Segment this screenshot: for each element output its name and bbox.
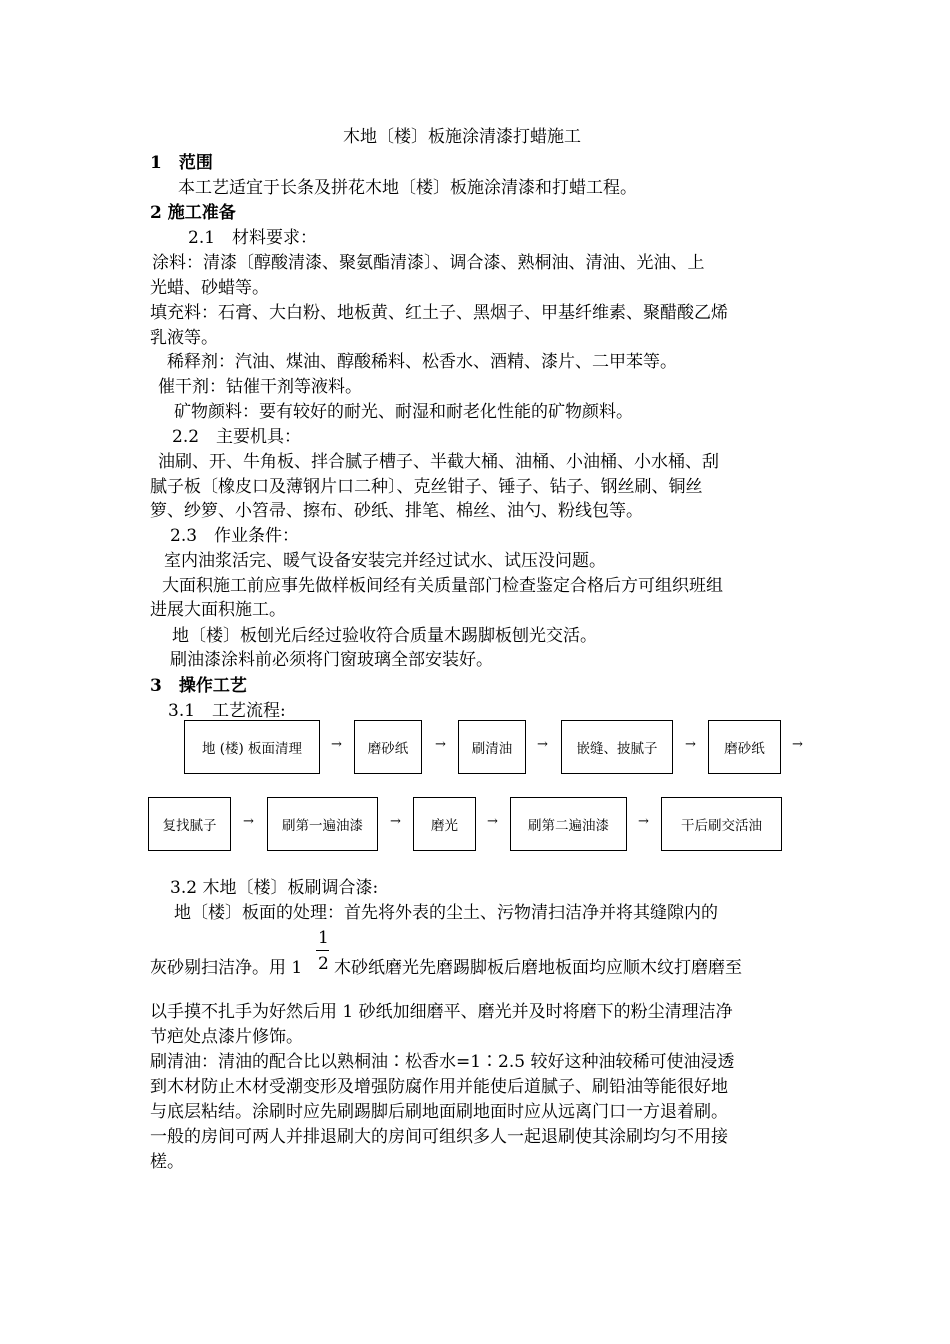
flow-step-sanding-2: 磨砂纸: [708, 720, 781, 774]
flow-arrow: →: [685, 737, 696, 752]
condition-line-4: 刷油漆涂料前必须将门窗玻璃全部安装好。: [170, 650, 493, 670]
flow-arrow: →: [435, 737, 446, 752]
fraction-numerator: 1: [318, 928, 329, 948]
document-title: 木地〔楼〕板施涂清漆打蜡施工: [343, 127, 581, 147]
fraction-denominator: 2: [318, 954, 329, 974]
subsection-2-2-heading: 2.2 主要机具：: [172, 427, 302, 447]
section-1-heading: 1 范围: [150, 153, 213, 173]
flow-arrow: →: [243, 814, 254, 829]
flow-step-re-putty: 复找腻子: [148, 797, 231, 851]
filler-line-2: 乳液等。: [150, 328, 218, 348]
flow-arrow: →: [638, 814, 649, 829]
condition-line-3: 地〔楼〕板刨光后经过验收符合质量木踢脚板刨光交活。: [172, 626, 597, 646]
flow-arrow: →: [537, 737, 548, 752]
flow-step-polishing: 磨光: [413, 797, 476, 851]
fraction-bar: [316, 950, 329, 951]
flow-step-floor-cleaning: 地 (楼) 板面清理: [184, 720, 320, 774]
section-3-2-line-3: 以手摸不扎手为好然后用 1 砂纸加细磨平、磨光并及时将磨下的粉尘清理洁净: [150, 1002, 733, 1022]
section-3-2-line-4: 节疤处点漆片修饰。: [150, 1027, 303, 1047]
subsection-2-1-heading: 2.1 材料要求：: [188, 228, 318, 248]
section-2-heading: 2 施工准备: [150, 203, 236, 223]
flow-arrow: →: [390, 814, 401, 829]
section-3-2-line-5: 刷清油：清油的配合比以熟桐油∶松香水=1∶2.5 较好这种油较稀可使油浸透: [150, 1052, 735, 1072]
flow-step-second-paint: 刷第二遍油漆: [510, 797, 627, 851]
section-3-2-line-2-end: 木砂纸磨光先磨踢脚板后磨地板面均应顺木纹打磨磨至: [334, 958, 742, 978]
subsection-3-2-heading: 3.2 木地〔楼〕板刷调合漆:: [170, 878, 379, 898]
tools-line-3: 箩、纱箩、小笤帚、擦布、砂纸、排笔、棉丝、油勺、粉线包等。: [150, 501, 643, 521]
tools-line-2: 腻子板〔橡皮口及薄钢片口二种〕、克丝钳子、锤子、钻子、钢丝刷、铜丝: [150, 477, 703, 497]
section-1-paragraph: 本工艺适宜于长条及拼花木地〔楼〕板施涂清漆和打蜡工程。: [178, 178, 637, 198]
condition-line-2b: 进展大面积施工。: [150, 600, 286, 620]
flow-arrow: →: [331, 737, 342, 752]
section-3-2-line-9: 槎。: [150, 1152, 184, 1172]
flow-step-clear-oil: 刷清油: [458, 720, 526, 774]
flow-arrow: →: [487, 814, 498, 829]
flow-step-final-oil: 干后刷交活油: [661, 797, 782, 851]
section-3-2-line-7: 与底层粘结。涂刷时应先刷踢脚后刷地面刷地面时应从远离门口一方退着刷。: [150, 1102, 728, 1122]
drier-line: 催干剂：钴催干剂等液料。: [158, 377, 362, 397]
section-3-2-line-2-start: 灰砂剔扫洁净。用 1: [150, 958, 303, 978]
flow-step-first-paint: 刷第一遍油漆: [267, 797, 378, 851]
section-3-heading: 3 操作工艺: [150, 676, 247, 696]
coating-line-1: 涂料：清漆〔醇酸清漆、聚氨酯清漆〕、调合漆、熟桐油、清油、光油、上: [152, 253, 705, 273]
flow-step-putty: 嵌缝、披腻子: [561, 720, 673, 774]
subsection-3-1-heading: 3.1 工艺流程:: [168, 701, 286, 721]
coating-line-2: 光蜡、砂蜡等。: [150, 278, 269, 298]
section-3-2-line-1: 地〔楼〕板面的处理：首先将外表的尘土、污物清扫洁净并将其缝隙内的: [174, 903, 718, 923]
section-3-2-line-6: 到木材防止木材受潮变形及增强防腐作用并能使后道腻子、刷铅油等能很好地: [150, 1077, 728, 1097]
pigment-line: 矿物颜料：要有较好的耐光、耐湿和耐老化性能的矿物颜料。: [174, 402, 633, 422]
filler-line-1: 填充料：石膏、大白粉、地板黄、红土子、黑烟子、甲基纤维素、聚醋酸乙烯: [150, 303, 728, 323]
condition-line-1: 室内油浆活完、暖气设备安装完并经过试水、试压没问题。: [164, 551, 606, 571]
flow-arrow: →: [792, 737, 803, 752]
tools-line-1: 油刷、开、牛角板、拌合腻子槽子、半截大桶、油桶、小油桶、小水桶、刮: [158, 452, 719, 472]
thinner-line: 稀释剂：汽油、煤油、醇酸稀料、松香水、酒精、漆片、二甲苯等。: [167, 352, 677, 372]
subsection-2-3-heading: 2.3 作业条件：: [170, 526, 300, 546]
section-3-2-line-8: 一般的房间可两人并排退刷大的房间可组织多人一起退刷使其涂刷均匀不用接: [150, 1127, 728, 1147]
condition-line-2a: 大面积施工前应事先做样板间经有关质量部门检查鉴定合格后方可组织班组: [162, 576, 723, 596]
flow-step-sanding-1: 磨砂纸: [354, 720, 422, 774]
